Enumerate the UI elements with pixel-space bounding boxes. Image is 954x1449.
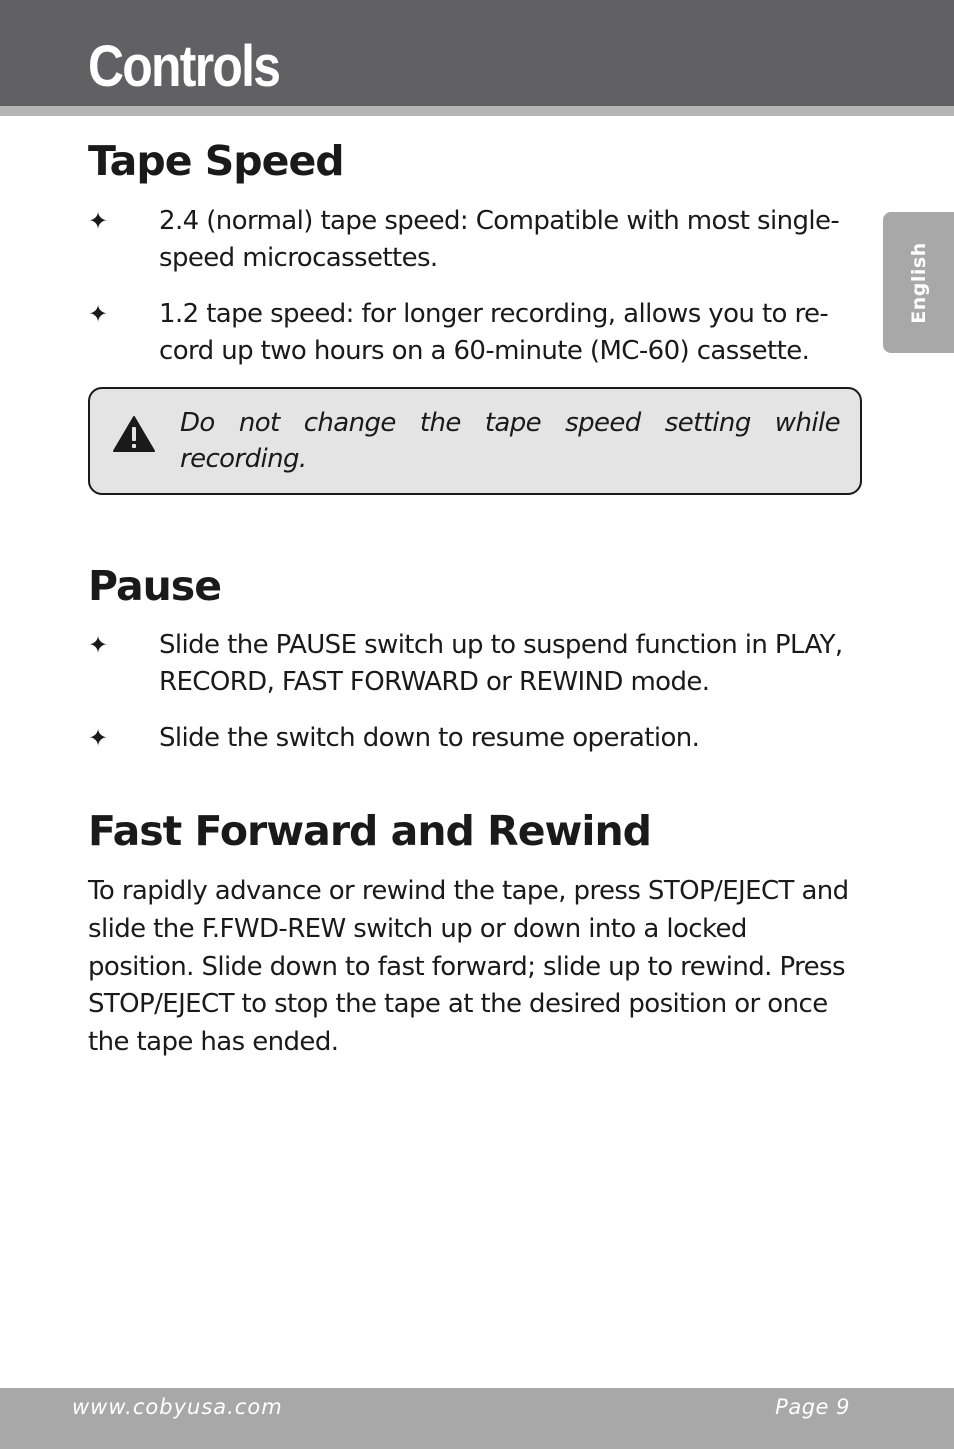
list-item-text: 1.2 tape speed: for longer recording, allows you to re-cord up two hours on a 60-minute (MC-60) cassette. bbox=[159, 299, 829, 366]
four-pointed-star-icon: ✦ bbox=[88, 207, 109, 235]
warning-triangle-icon bbox=[112, 415, 156, 453]
section-heading-pause: Pause bbox=[88, 562, 222, 610]
list-item-text: Slide the PAUSE switch up to suspend function in PLAY, RECORD, FAST FORWARD or REWIND mode. bbox=[159, 630, 843, 697]
list-item-text: 2.4 (normal) tape speed: Compatible with most single-speed microcassettes. bbox=[159, 206, 840, 273]
four-pointed-star-icon: ✦ bbox=[88, 724, 109, 752]
header-divider bbox=[0, 106, 954, 116]
warning-callout bbox=[88, 387, 862, 495]
footer-url: www.cobyusa.com bbox=[72, 1395, 283, 1419]
language-tab bbox=[883, 212, 954, 353]
four-pointed-star-icon: ✦ bbox=[88, 631, 109, 659]
list-item-text: Slide the switch down to resume operation. bbox=[159, 723, 700, 753]
page-number: Page 9 bbox=[775, 1395, 850, 1419]
page-header bbox=[0, 0, 954, 106]
warning-text: Do not change the tape speed setting while recording. bbox=[180, 408, 840, 474]
page-title: Controls bbox=[88, 34, 280, 99]
body-paragraph: To rapidly advance or rewind the tape, press STOP/EJECT and slide the F.FWD-REW switch up or down into a locked position. Slide down to fast forward; slide up to rewind. Press STOP/EJECT to stop the tape at the desired position or once the tape has ended. bbox=[88, 876, 849, 1058]
four-pointed-star-icon: ✦ bbox=[88, 300, 109, 328]
section-heading-tape-speed: Tape Speed bbox=[88, 137, 344, 185]
section-heading-fast-forward-rewind: Fast Forward and Rewind bbox=[88, 807, 651, 855]
page-footer bbox=[0, 1388, 954, 1449]
language-tab-label: English bbox=[907, 241, 930, 324]
